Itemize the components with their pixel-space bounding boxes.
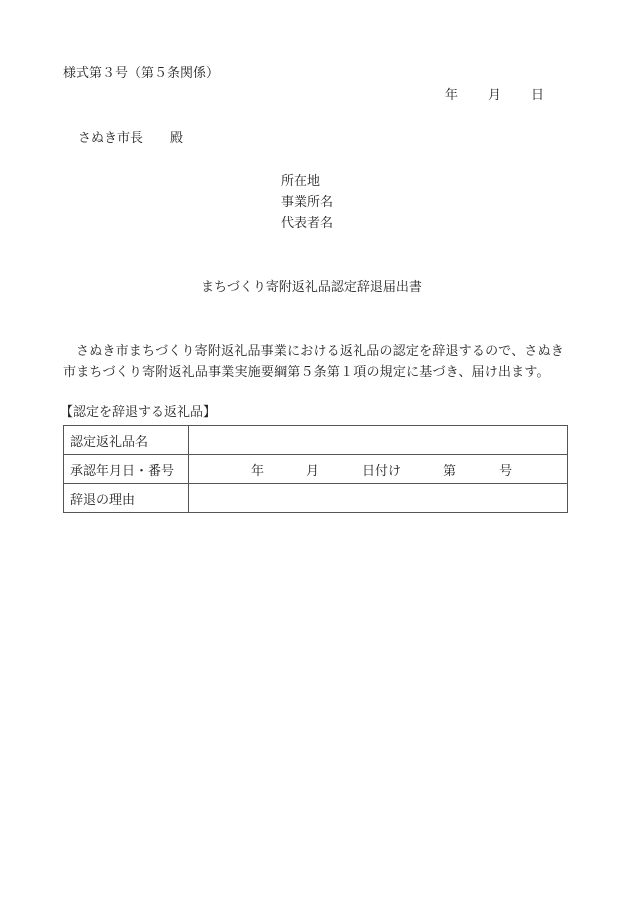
approval-month: 月 <box>306 463 320 479</box>
approval-day: 日付け <box>362 463 402 479</box>
applicant-representative-label: 代表者名 <box>281 216 334 231</box>
approval-no-prefix: 第 <box>443 463 457 479</box>
row-label-approval: 承認年月日・番号 <box>64 455 189 484</box>
applicant-address-label: 所在地 <box>281 174 321 189</box>
addressee <box>78 131 183 147</box>
date-line <box>445 88 544 104</box>
withdrawal-items-table <box>63 425 568 513</box>
date-day: 日 <box>531 88 545 103</box>
approval-year: 年 <box>251 463 265 479</box>
date-month: 月 <box>488 88 502 103</box>
table-row <box>64 426 568 455</box>
document-title: まちづくり寄附返礼品認定辞退届出書 <box>201 280 422 295</box>
table-row <box>64 484 568 513</box>
reason-field[interactable] <box>189 484 568 513</box>
item-name-field[interactable] <box>189 426 568 455</box>
approval-date-number-field[interactable] <box>189 455 568 484</box>
document-body: さぬき市まちづくり寄附返礼品事業における返礼品の認定を辞退するので、さぬき市まちづくり寄附返礼品事業実施要綱第５条第１項の規定に基づき、届け出ます。 <box>63 344 565 380</box>
applicant-business-name-label: 事業所名 <box>281 195 334 210</box>
table-row <box>64 455 568 484</box>
addressee-name: さぬき市長 <box>78 131 144 146</box>
approval-no-suffix: 号 <box>499 463 513 479</box>
row-label-reason: 辞退の理由 <box>64 484 189 513</box>
table-caption: 【認定を辞退する返礼品】 <box>60 405 217 420</box>
addressee-honorific: 殿 <box>170 131 184 146</box>
date-year: 年 <box>445 88 459 103</box>
row-label-item-name: 認定返礼品名 <box>64 426 189 455</box>
form-number: 様式第３号（第５条関係） <box>63 66 220 81</box>
